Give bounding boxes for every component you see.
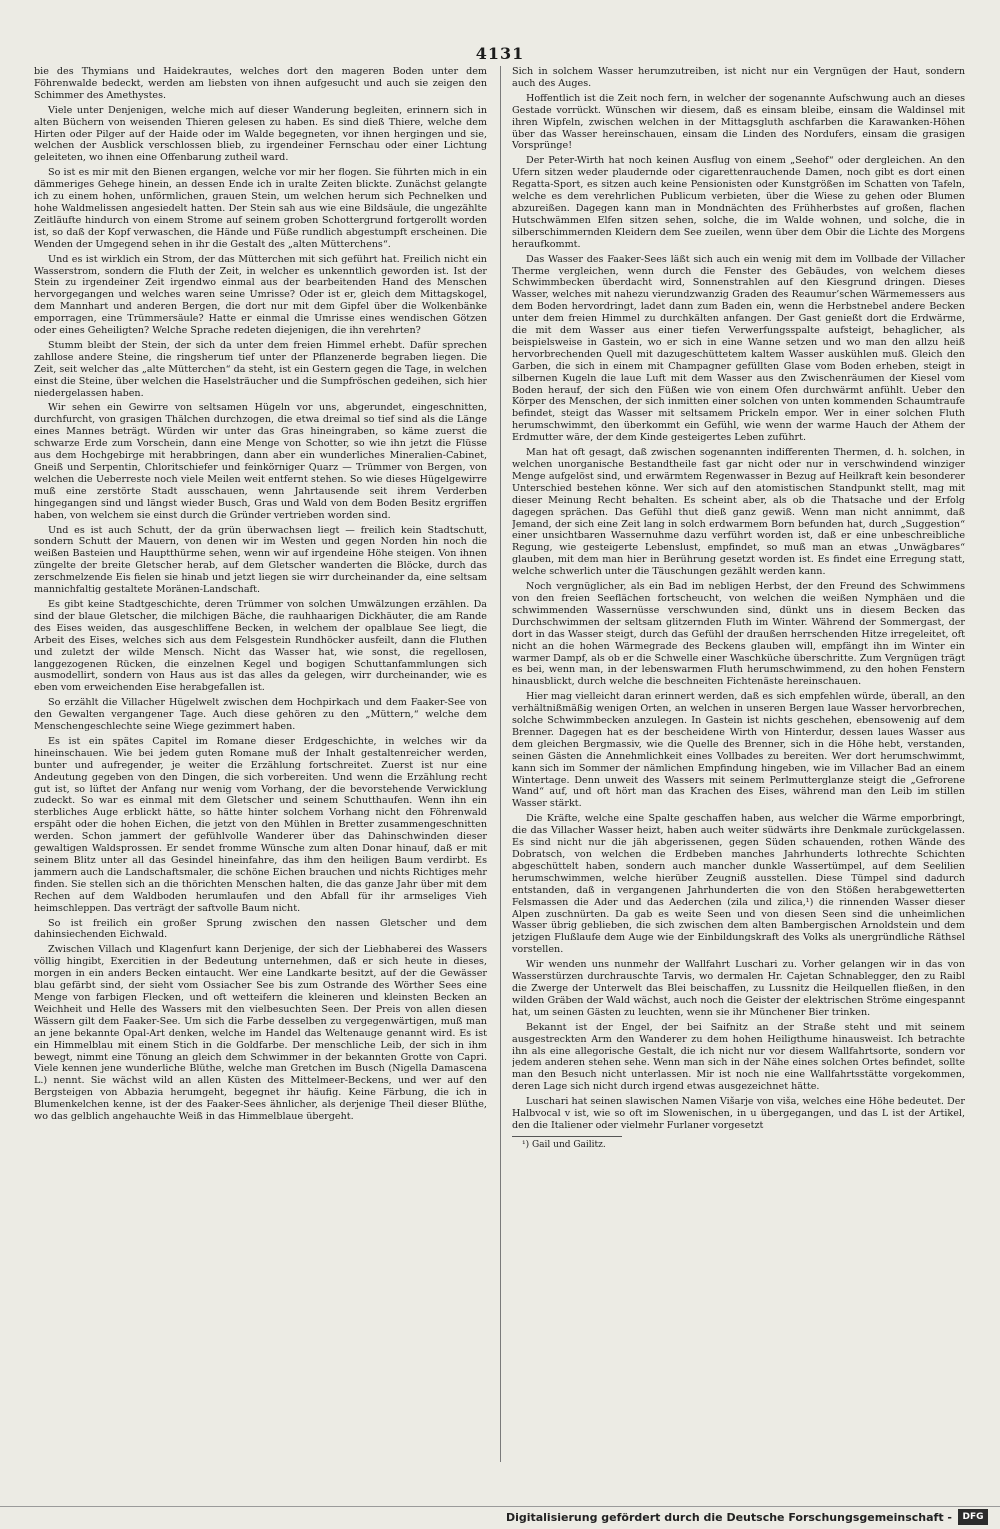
paragraph: bie des Thymians und Haidekrautes, welches dort den mageren Boden unter dem Föhrenwalde bedeckt, werden am liebsten von ihnen aufgesucht und auch sie zeigen den Schimmer des Amethystes. — [34, 66, 487, 101]
digitization-credit: Digitalisierung gefördert durch die Deutsche Forschungsgemeinschaft - — [505, 1511, 952, 1524]
paragraph: So ist freilich ein großer Sprung zwischen den nassen Gletscher und dem dahinsiechenden Eichwald. — [34, 917, 487, 941]
dfg-logo: DFG — [958, 1509, 988, 1525]
paragraph: Stumm bleibt der Stein, der sich da unter dem freien Himmel erhebt. Dafür sprechen zahllose andere Steine, die ringsherum tief unter der Pflanzenerde begraben liegen. Die Zeit, seit welcher das „alte Mütterchen“ da steht, ist ein Gestern gegen die Tage, in welchen einst die Steine, über welchen die Haselsträucher und die Sumpfröschen gedeihen, sich hier niedergelassen haben. — [34, 339, 487, 399]
paragraph: Und es ist wirklich ein Strom, der das Mütterchen mit sich geführt hat. Freilich nicht ein Wasserstrom, sondern die Fluth der Zeit, in welcher es unkenntlich geworden ist. Ist der Stein zu irgendeiner Zeit irgendwo einmal aus der bearbeitenden Hand des Menschen hervorgegangen und welches waren seine Umrisse? Oder ist er, gleich dem Mittagskogel, dem Mannhart und anderen Bergen, die dort nur mit dem Gipfel über die Wolkenbänke emporragen, eine Trümmersäule? Hatte er einmal die Umrisse eines wendischen Götzen oder eines Geheiligten? Welche Sprache redeten diejenigen, die ihn verehrten? — [34, 253, 487, 337]
paragraph: Das Wasser des Faaker-Sees läßt sich auch ein wenig mit dem im Vollbade der Villacher Therme vergleichen, wenn durch die Fenster des Gebäudes, von welchem dieses Schwimmbecken überdacht wird, Sonnenstrahlen auf den Kiesgrund dringen. Dieses Wasser, welches mit nahezu vierundzwanzig Graden des Reaumur’schen Wärmemessers aus dem Boden hervordringt, ladet dann zum Baden ein, wenn die Herbstnebel andere Becken unter dem freien Himmel zu durchkälten anfangen. Der Gast genießt dort die Erdwärme, die mit dem Wasser aus einer tiefen Verwerfungsspalte aufsteigt, behaglicher, als beispielsweise in Gastein, wo er sich in eine Wanne setzen und wo man den allzu heiß hervorbrechenden Quell mit dazugeschüttetem kaltem Wasser auskühlen muß. Gleich den Garben, die sich in einem mit Champagner gefüllten Glase vom Boden erheben, steigt in silbernen Kugeln die laue Luft mit dem Wasser aus den Zwischenräumen der Kiesel vom Boden herauf, der sich den Füßen wie von einem Ofen durchwärmt anfühlt. Ueber den Körper des Menschen, der sich inmitten einer solchen von unten kommenden Schaumtraufe befindet, steigt das Wasser mit seltsamem Prickeln empor. Wer in einer solchen Fluth herumschwimmt, den überkommt ein Gefühl, wie wenn der warme Hauch der Athem der Erdmutter wäre, der dem Kinde gesteigertes Leben zuführt. — [512, 253, 965, 444]
paragraph: Man hat oft gesagt, daß zwischen sogenannten indifferenten Thermen, d. h. solchen, in welchen unorganische Bestandtheile fast gar nicht oder nur in verschwindend winziger Menge aufgelöst sind, und erwärmtem Regenwasser in Bezug auf Heilkraft kein besonderer Unterschied bestehen könne. Wer sich auf den atomistischen Standpunkt stellt, mag mit dieser Meinung Recht behalten. Es scheint aber, als ob die Thatsache und der Erfolg dagegen sprächen. Das Gefühl thut dieß ganz gewiß. Wenn man nicht annimmt, daß Jemand, der sich eine Zeit lang in solch erdwarmem Born befunden hat, durch „Suggestion“ einer unsichtbaren Wassernuhme dazu verführt worden ist, daß er eine unbeschreibliche Regung, wie gesteigerte Lebenslust, empfindet, so muß man an etwas „Unwägbares“ glauben, mit dem man hier in Berührung gesetzt worden ist. Es findet eine Erregung statt, welche schwerlich unter die Täuschungen gezählt werden kann. — [512, 447, 965, 578]
paragraph: So ist es mir mit den Bienen ergangen, welche vor mir her flogen. Sie führten mich in ein dämmeriges Gehege hinein, an dessen Ende ich in uralte Zeiten blickte. Zunächst gelangte ich zu einem hohen, unförmlichen, grauen Stein, um welchen herum sich Pechnelken und hohe Waldmelissen angesiedelt hatten. Der Stein sah aus wie eine Bildsäule, die ungezählte Zeitläufte hindurch von einem Strome auf seinem groben Schottergrund fortgerollt worden ist, so daß der Kopf verwaschen, die Hände und Füße rundlich abgestumpft erscheinen. Die Wenden der Umgegend sehen in ihr die Gestalt des „alten Mütterchens“. — [34, 167, 487, 250]
paragraph: Sich in solchem Wasser herumzutreiben, ist nicht nur ein Vergnügen der Haut, sondern auch des Auges. — [512, 66, 965, 89]
paragraph: Bekannt ist der Engel, der bei Saifnitz an der Straße steht und mit seinem ausgestreckten Arm den Wanderer zu dem hohen Heiligthume hinausweist. Ich betrachte ihn als eine allegorische Gestalt, die ich nicht nur vor diesem Wallfahrtsorte, sondern vor jedem anderen stehen sehe. Wenn man sich in der Nähe eines solchen Ortes befindet, sollte man den Besuch nicht unterlassen. Mir ist noch nie eine Wallfahrtsstätte vorgekommen, deren Lage sich nicht durch irgend etwas ausgezeichnet hätte. — [512, 1021, 965, 1093]
paragraph: Luschari hat seinen slawischen Namen Višarje von viša, welches eine Höhe bedeutet. Der Halbvocal v ist, wie so oft im Slowenischen, in u übergegangen, und das L ist der Artikel, den die Italiener oder vielmehr Furlaner vorgesetzt — [512, 1096, 965, 1131]
paragraph: Es gibt keine Stadtgeschichte, deren Trümmer von solchen Umwälzungen erzählen. Da sind der blaue Gletscher, die milchigen Bäche, die rauhhaarigen Dickhäuter, die am Rande des Eises weiden, das ausgeschliffene Becken, in welchem der opalblaue See liegt, die Arbeit des Eises, welches sich aus dem Felsgestein Rundhöcker ausfeilt, dann die Fluthen und zuletzt der wilde Mensch. Nicht das Wasser hat, wie sonst, die regellosen, langgezogenen Rücken, die einzelnen Kegel und bogigen Schuttanfammlungen sich ausmodellirt, sondern von Haus aus ist das alles da gelegen, wirr durcheinander, wie es eben vom erweichenden Eise herabgefallen ist. — [34, 598, 487, 694]
right-column-paragraphs — [512, 66, 965, 1132]
right-column — [512, 66, 965, 1462]
paragraph: Die Kräfte, welche eine Spalte geschaffen haben, aus welcher die Wärme emporbringt, die das Villacher Wasser heizt, haben auch weiter südwärts ihre Denkmale zurückgelassen. Es sind nicht nur die jäh abgerissenen, gegen Süden schauenden, rothen Wände des Dobratsch, von welchen die Erdbeben manches Jahrhunderts lothrechte Schichten abgeschüttelt haben, sondern auch mancher dunkle Wassertümpel, auf dem Seelilien herumschwimmen, welche hierüber Zeugniß ausstellen. Diese Tümpel sind dadurch entstanden, daß in vergangenen Jahrhunderten die von den Stößen herabgewetterten Felsmassen die Ader und das Aederchen (zila und zilica,¹) die rinnenden Wasser dieser Alpen zuschnürten. Da gab es weite Seen und von diesen Seen sind die unheimlichen Wasser übrig geblieben, die sich zwischen dem alten Bambergischen Arnoldstein und dem jetzigen Flußlaufe dem Auge wie der Einbildungskraft des Volks als unergründliche Räthsel vorstellen. — [512, 813, 965, 956]
paragraph: Wir wenden uns nunmehr der Wallfahrt Luschari zu. Vorher gelangen wir in das von Wasserstürzen durchrauschte Tarvis, wo dermalen Hr. Cajetan Schnablegger, den zu Raibl die Zwerge der Unterwelt das Blei beischaffen, zu Lussnitz die Heilquellen fließen, in den wilden Gräben der Wald wächst, auch noch die Geister der elektrischen Ströme eingespannt hat, um seinen Gästen zu leuchten, wenn sie ihr Münchener Bier trinken. — [512, 959, 965, 1018]
paragraph: Hier mag vielleicht daran erinnert werden, daß es sich empfehlen würde, überall, an den verhältnißmäßig wenigen Orten, an welchen in unseren Bergen laue Wasser hervorbrechen, solche Schwimmbecken anzulegen. In Gastein ist nichts geschehen, ebensowenig auf dem Brenner. Dagegen hat es der bescheidene Wirth von Hinterdur, dessen laues Wasser aus dem gleichen Bergmassiv, wie die Quelle des Brenner, sich in die Höhe hebt, verstanden, seinen Gästen die Annehmlichkeit eines Vollbades zu bereiten. Wer dort herumschwimmt, kann sich im Sommer der nämlichen Empfindung hingeben, wie im Villacher Bad an einem Wintertage. Denn unweit des Wassers mit seinem Perlmutterglanze steigt die „Gefrorene Wand“ auf, und oft hört man das Krachen des Eises, während man den Leib im stillen Wasser stärkt. — [512, 691, 965, 810]
paragraph: So erzählt die Villacher Hügelwelt zwischen dem Hochpirkach und dem Faaker-See von den Gewalten vergangener Tage. Auch diese gehören zu den „Müttern,“ welche dem Menschengeschlechte seine Wiege gezimmert haben. — [34, 697, 487, 733]
footnote: ¹) Gail und Gailitz. — [522, 1139, 606, 1150]
paragraph: Zwischen Villach und Klagenfurt kann Derjenige, der sich der Liebhaberei des Wassers völlig hingibt, Exercitien in der Bedeutung unternehmen, daß er sich heute in dieses, morgen in ein anders Becken eintaucht. Wer eine Landkarte besitzt, auf der die Gewässer blau gefärbt sind, der sieht vom Ossiacher See bis zum Ostrande des Wörther Sees eine Menge von farbigen Flecken, und oft wetteifern die kleineren und kleinsten Becken an Weichheit und Helle des Wassers mit den vielbesuchten Seen. Der Preis von allen diesen Wässern gilt dem Faaker-See. Um sich die Farbe desselben zu vergegenwärtigen, muß man an jene bekannte Opal-Art denken, welche im Handel das Weltenauge genannt wird. Es ist ein Himmelblau mit einem Stich in die Goldfarbe. Der menschliche Leib, der sich in ihm bewegt, nimmt eine Tönung an gleich dem Schwimmer in der bekannten Grotte von Capri. Viele kennen jene wunderliche Blüthe, welche man Gretchen im Busch (Nigella Damascena L.) nennt. Sie wächst wild an allen Küsten des Mittelmeer-Beckens, und wer auf den Bergsteigen von Abbazia herumgeht, begegnet ihr häufig. Keine Färbung, die ich in Blumenkelchen kenne, ist der des Faaker-Sees ähnlicher, als derjenige Theil dieser Blüthe, wo das gelblich angehauchte Weiß in das Himmelblaue übergeht. — [34, 944, 487, 1123]
paragraph: Wir sehen ein Gewirre von seltsamen Hügeln vor uns, abgerundet, eingeschnitten, durchfurcht, von grasigen Thälchen durchzogen, die etwa dreimal so tief sind als die Länge eines Mannes beträgt. Würden wir unter das Gras hineingraben, so käme zuerst die schwarze Erde zum Vorschein, dann eine Menge von Schotter, so wie ihn jetzt die Flüsse aus dem Hochgebirge mit herabbringen, dann aber ein wunderliches Mineralien-Cabinet, Gneiß und Serpentin, Chloritschiefer und feinkörniger Quarz — Trümmer von Bergen, von welchen die Ueberreste noch viele Meilen weit entfernt stehen. So wie dieses Hügelgewirre muß eine zerstörte Stadt ausschauen, wenn Jahrtausende seit ihrem Verderben hingegangen sind und längst wieder Busch, Gras und Wald von dem Boden Besitz ergriffen haben, von welchem sie einst durch die Gründer vertrieben worden sind. — [34, 402, 487, 521]
page-number: 4131 — [475, 44, 525, 63]
footer-divider — [0, 1506, 1000, 1507]
paragraph: Hoffentlich ist die Zeit noch fern, in welcher der sogenannte Aufschwung auch an dieses Gestade vorrückt. Wünschen wir diesem, daß es einsam bleibe, einsam die Waldinsel mit ihren Wipfeln, zwischen welchen in der Mittagsgluth aschfarben die Karawanken-Höhen über das Wasser hereinschauen, einsam die Linden des Nordufers, einsam die grasigen Vorsprünge! — [512, 92, 965, 152]
footnote-divider — [512, 1136, 622, 1137]
paragraph: Es ist ein spätes Capitel im Romane dieser Erdgeschichte, in welches wir da hineinschauen. Wie bei jedem guten Romane muß der Inhalt gestaltenreicher werden, bunter und aufregender, je weiter die Erzählung fortschreitet. Zuerst ist nur eine Andeutung gegeben von den Dingen, die sich vorbereiten. Und wenn die Erzählung recht gut ist, so lüftet der Anfang nur wenig vom Vorhang, der die bevorstehende Verwicklung zudeckt. So war es einmal mit dem Gletscher und seinem Schutthaufen. Wenn ihn ein sterbliches Auge erblickt hätte, so hätte hinter solchem Vorhang nicht den Föhrenwald erspäht oder die hohen Eichen, die jetzt von den Mühlen in Bretter zusammengeschnitten werden. Schon jammert der gefühlvolle Wanderer über das Dahinschwinden dieser gewaltigen Waldsprossen. Er sendet fromme Wünsche zum alten Donar hinauf, daß er mit seinem Blitz unter all das Gesindel hineinfahre, das ihm den heiligen Baum verdirbt. Es jammern auch die Landschaftsmaler, die schöne Eichen brauchen und nichts Richtiges mehr finden. Sie stellen sich an die thörichten Menschen halten, die das ganze Jahr über mit dem Rechen auf dem Waldboden herumlaufen und den Abfall für ihr armseliges Vieh heimschleppen. Das verträgt der saftvolle Baum nicht. — [34, 735, 487, 914]
paragraph: Und es ist auch Schutt, der da grün überwachsen liegt — freilich kein Stadtschutt, sondern Schutt der Mauern, von denen wir im Westen und gegen Norden hin noch die weißen Basteien und Hauptthürme sehen, wenn wir auf irgendeine Höhe steigen. Von ihnen züngelte der breite Gletscher herab, auf dem Gletscher wanderten die Blöcke, durch das zerschmelzende Eis fielen sie hinab und jetzt liegen sie wirr durcheinander da, eine seltsam mannichfaltig gestaltete Moränen-Landschaft. — [34, 524, 487, 596]
paragraph: Der Peter-Wirth hat noch keinen Ausflug von einem „Seehof“ oder dergleichen. An den Ufern sitzen weder plaudernde oder cigarettenrauchende Damen, noch gibt es dort einen Regatta-Sport, es sitzen auch keine Pensionisten oder Kunstgrößen im Schatten von Tafeln, welche es dem verehrlichen Publicum verbieten, über die Wiese zu gehen oder Blumen abzureißen. Dagegen kann man in Mondnächten des Frühherbstes auf großen, flachen Hutschwämmen Elfen sitzen sehen, solche, die im Walde wohnen, und solche, die in silberschimmernden Kleidern dem See zueilen, wenn über dem Obir die Lichte des Morgens heraufkommt. — [512, 155, 965, 250]
column-divider — [500, 66, 501, 1462]
left-column — [34, 66, 487, 1462]
paragraph: Noch vergnüglicher, als ein Bad im nebligen Herbst, der den Freund des Schwimmens von den freien Seeflächen fortscheucht, von welchen die weißen Nymphäen und die schwimmenden Wassernüsse verschwunden sind, dünkt uns in diesem Becken das Durchschwimmen der seltsam glitzernden Fluth im Winter. Während der Sommergast, der dort in das Wasser steigt, durch das Gefühl der draußen herrschenden Hitze irregeleitet, oft nicht an die hohen Wärmegrade des Beckens glauben will, empfängt ihn im Winter ein warmer Dampf, als ob er die Schwelle einer Waschküche überschritte. Zum Vergnügen trägt es bei, wenn man, in der lebenswarmen Fluth herumschwimmend, zu den hohen Fenstern hinausblickt, durch welche die beschneiten Fichtenäste hereinschauen. — [512, 581, 965, 688]
paragraph: Viele unter Denjenigen, welche mich auf dieser Wanderung begleiten, erinnern sich in alten Büchern von weisenden Thieren gelesen zu haben. Es sind dieß Thiere, welche dem Hirten oder Pilger auf der Haide oder im Walde begegneten, vor ihnen hergingen und sie, welchen der Ausblick verschlossen blieb, zu irgendeiner Fernschau oder einer Lichtung geleiteten, wo ihnen eine Offenbarung zutheil ward. — [34, 104, 487, 164]
